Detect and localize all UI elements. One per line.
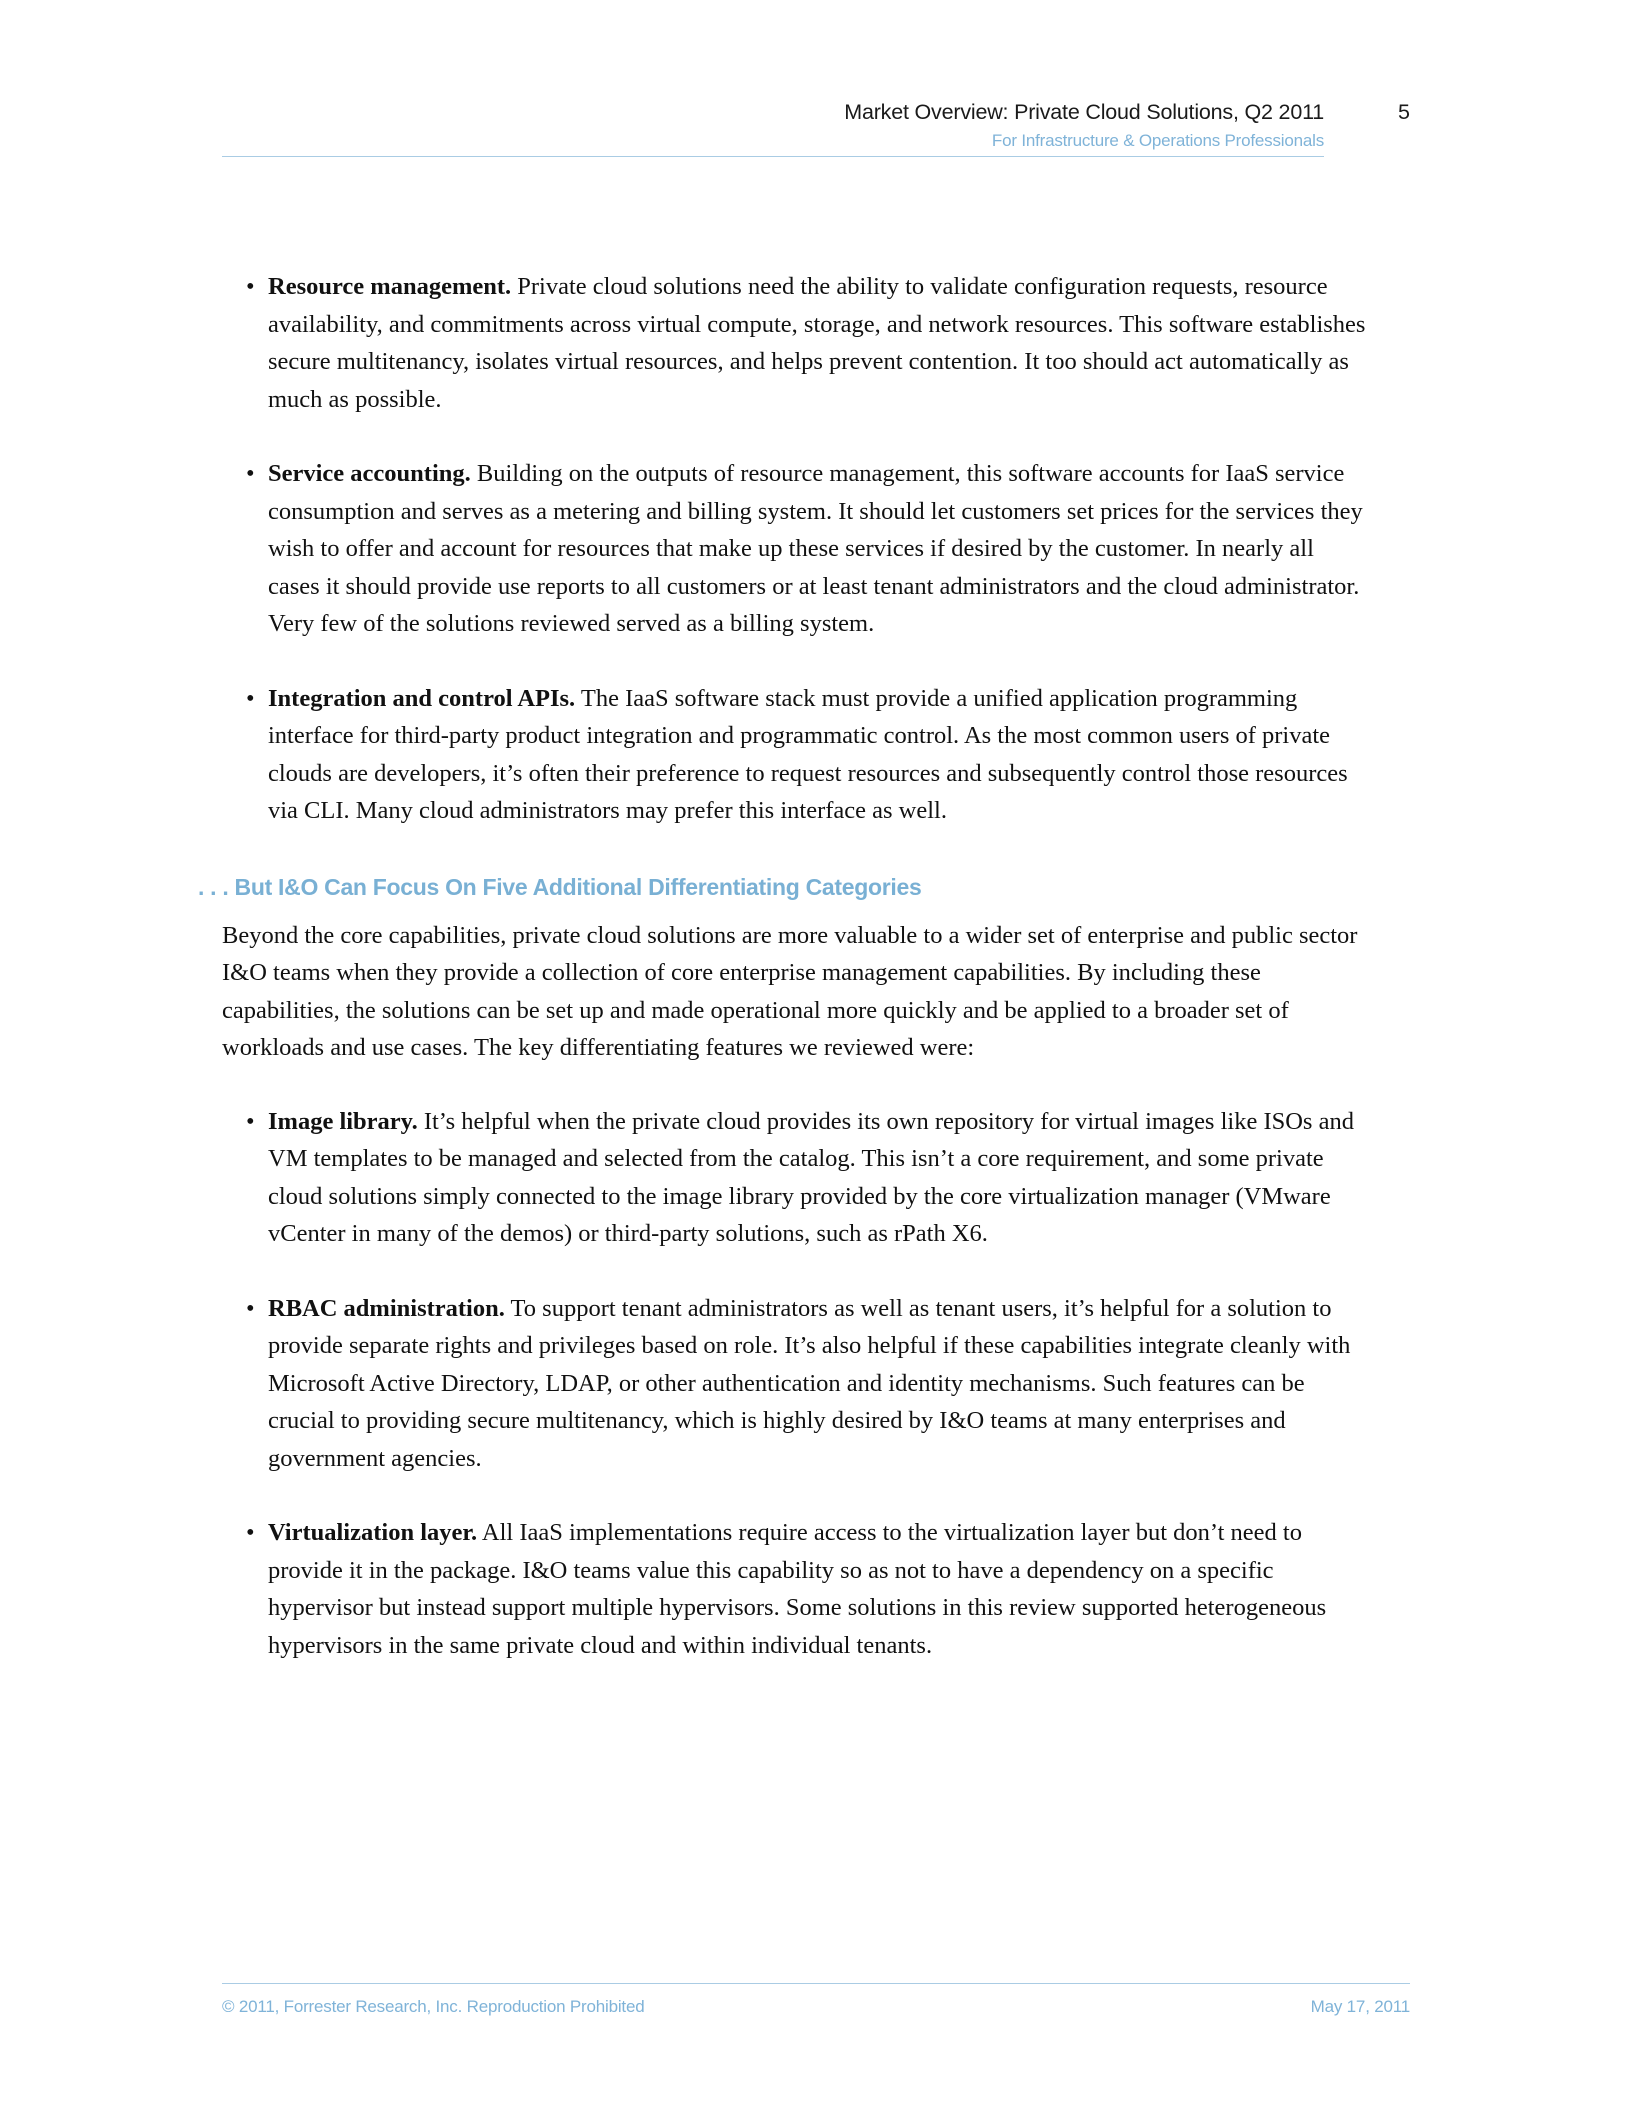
header-subtitle-row (222, 131, 1410, 161)
document-title: Market Overview: Private Cloud Solutions, Q2 2011 (844, 100, 1324, 124)
list-item-lead: Integration and control APIs. (268, 684, 576, 712)
list-item (222, 268, 1370, 418)
list-item-lead: Virtualization layer. (268, 1519, 478, 1546)
list-item (222, 455, 1370, 643)
publication-date: May 17, 2011 (1310, 1997, 1410, 2016)
bullet-marker: • (246, 460, 255, 487)
header-title-row (222, 100, 1410, 125)
header-divider (222, 156, 1324, 157)
bullet-marker: • (246, 273, 255, 300)
spacer (222, 901, 1370, 917)
list-item-lead: Image library. (268, 1107, 418, 1135)
spacer (222, 1067, 1370, 1103)
list-item-text: It’s helpful when the private cloud provides its own repository for virtual images like ISOs and VM templates to be managed and selected from the catalog. This isn’t a core requirement, and some private cloud solutions simply connected to the image library provided by the core virtualization manager (VMware vCenter in many of the demos) or third-party solutions, such as rPath X6. (268, 1107, 1354, 1247)
copyright-notice: © 2011, Forrester Research, Inc. Reproduction Prohibited (222, 1997, 645, 2016)
list-item-text: Building on the outputs of resource management, this software accounts for IaaS service consumption and serves as a metering and billing system. It should let customers set prices for the services they wish to offer and account for resources that make up these services if desired by the customer. In nearly all cases it should provide use reports to all customers or at least tenant administrators and the cloud administrator. Very few of the solutions reviewed served as a billing system. (268, 460, 1363, 637)
section-heading: . . . But I&O Can Focus On Five Additional Differentiating Categories (198, 873, 922, 900)
list-item-text: All IaaS implementations require access to the virtualization layer but don’t need to provide it in the package. I&O teams value this capability so as not to have a dependency on a specific hypervisor but instead support multiple hypervisors. Some solutions in this review supported heterogeneous hypervisors in the same private cloud and within individual tenants. (268, 1519, 1327, 1659)
footer-divider (222, 1983, 1410, 1984)
bullet-marker: • (246, 1519, 255, 1546)
bullet-marker: • (246, 1107, 255, 1135)
list-item-text: Private cloud solutions need the ability to validate configuration requests, resource availability, and commitments across virtual compute, storage, and network resources. This software establishes secure multitenancy, isolates virtual resources, and helps prevent contention. It too should act automatically as much as possible. (268, 273, 1366, 413)
bullet-marker: • (246, 1294, 255, 1322)
spacer (222, 830, 1370, 874)
differentiating-categories-bullet-list (222, 1103, 1370, 1665)
list-item (222, 1514, 1370, 1664)
list-item-text: To support tenant administrators as well as tenant users, it’s helpful for a solution to provide separate rights and privileges based on role. It’s also helpful if these capabilities integrate cleanly with Microsoft Active Directory, LDAP, or other authentication and identity mechanisms. Such features can be crucial to providing secure multitenancy, which is highly desired by I&O teams at many enterprises and government agencies. (268, 1294, 1351, 1472)
list-item-lead: Resource management. (268, 273, 512, 300)
bullet-marker: • (246, 684, 255, 712)
footer-row (222, 1997, 1410, 2017)
page-number: 5 (1398, 100, 1410, 124)
document-subtitle: For Infrastructure & Operations Professionals (982, 131, 1324, 151)
list-item (222, 1103, 1370, 1253)
list-item-text: The IaaS software stack must provide a unified application programming interface for third-party product integration and programmatic control. As the most common users of private clouds are developers, it’s often their preference to request resources and subsequently control those resources via CLI. Many cloud administrators may prefer this interface as well. (268, 684, 1348, 824)
section-paragraph: Beyond the core capabilities, private cloud solutions are more valuable to a wider set of enterprise and public sector I&O teams when they provide a collection of core enterprise management capabilities. By including these capabilities, the solutions can be set up and made operational more quickly and be applied to a broader set of workloads and use cases. The key differentiating features we reviewed were: (222, 921, 1358, 1061)
list-item-lead: RBAC administration. (268, 1294, 505, 1322)
list-item (222, 680, 1370, 830)
page-header (222, 100, 1410, 180)
list-item-lead: Service accounting. (268, 460, 471, 487)
core-capabilities-bullet-list (222, 268, 1370, 830)
page-content (198, 268, 1370, 1664)
page-footer (222, 1983, 1410, 2017)
list-item (222, 1290, 1370, 1478)
